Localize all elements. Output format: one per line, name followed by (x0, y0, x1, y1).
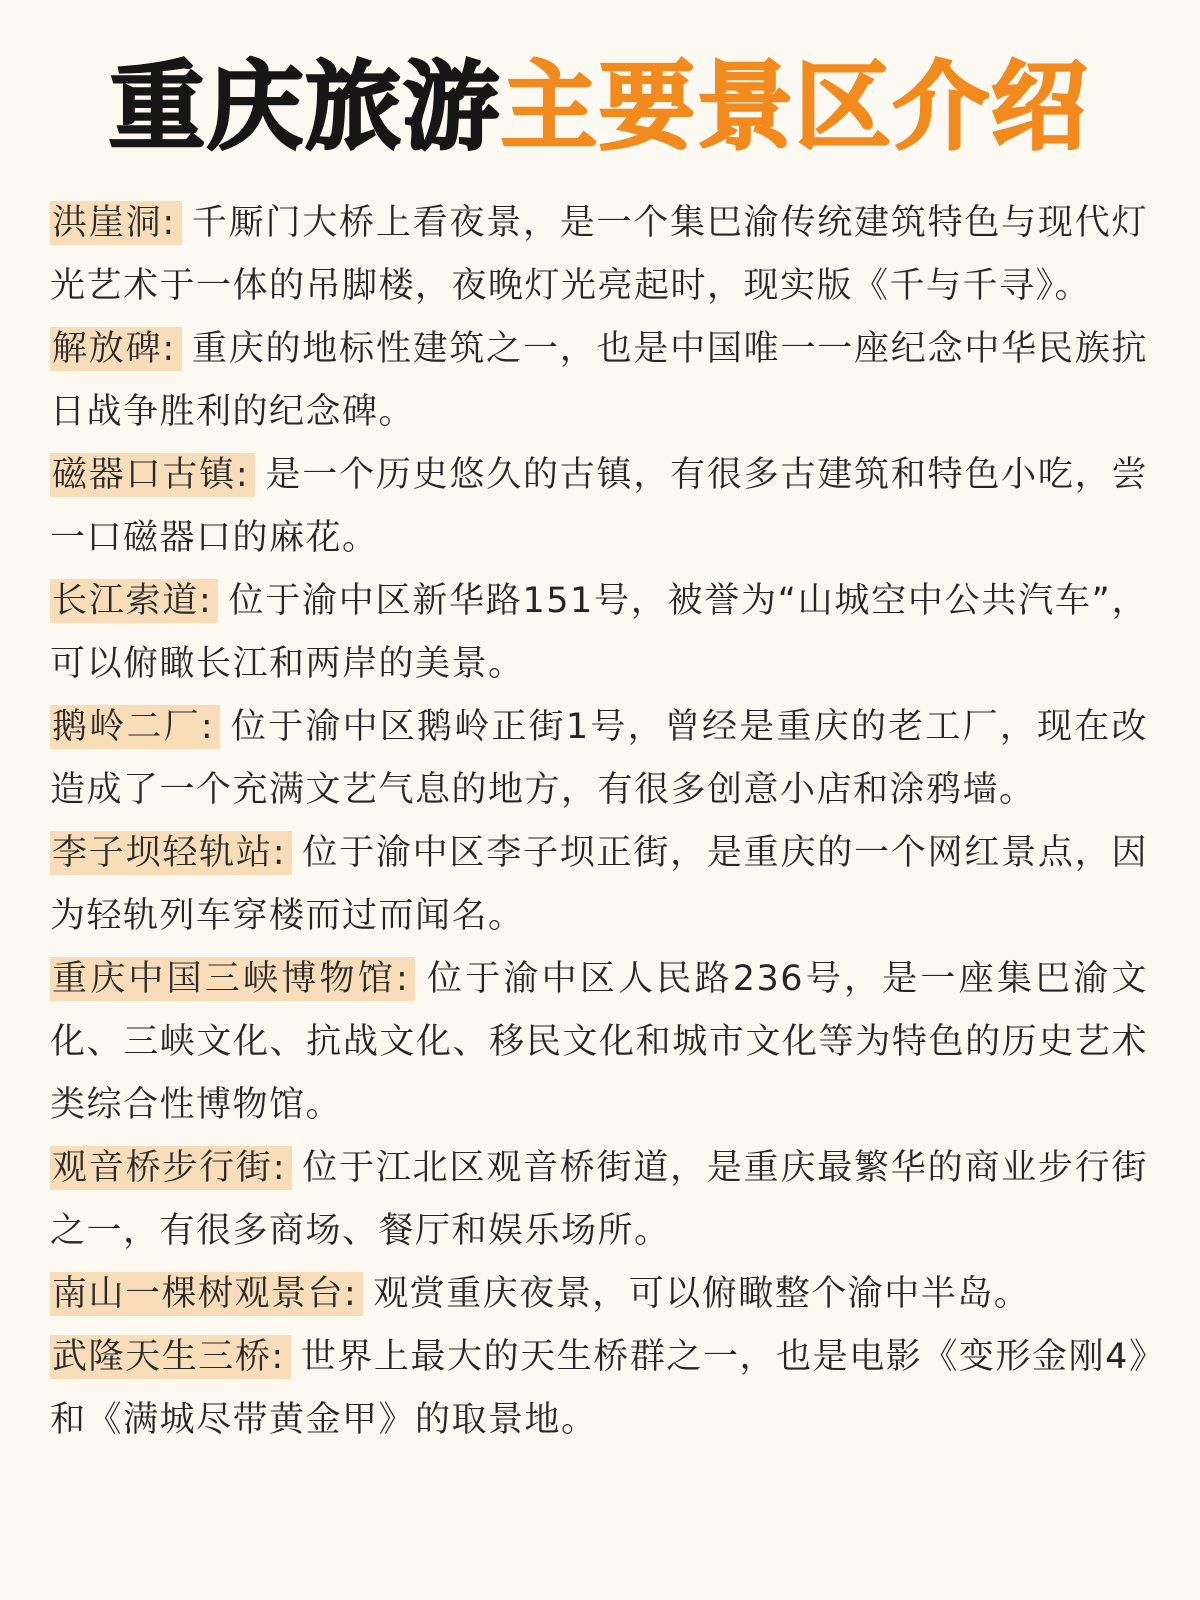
page-title (50, 0, 1148, 162)
attraction-description: 位于渝中区鹅岭正街1号，曾经是重庆的老工厂，现在改造成了一个充满文艺气息的地方，有很多创意小店和涂鸦墙。 (50, 707, 1148, 810)
attraction-name: 观音桥步行街: (50, 1146, 292, 1190)
attraction-description: 位于渝中区新华路151号，被誉为“山城空中公共汽车”，可以俯瞰长江和两岸的美景。 (50, 581, 1148, 684)
attraction-name: 洪崖洞: (50, 201, 182, 245)
attraction-entry (50, 318, 1148, 444)
attraction-entry (50, 822, 1148, 948)
attraction-name: 鹅岭二厂: (50, 705, 220, 749)
attraction-name: 南山一棵树观景台: (50, 1272, 363, 1316)
attraction-description: 位于渝中区人民路236号，是一座集巴渝文化、三峡文化、抗战文化、移民文化和城市文化等为特色的历史艺术类综合性博物馆。 (50, 959, 1148, 1125)
attraction-name: 李子坝轻轨站: (50, 831, 292, 875)
attraction-list (50, 192, 1148, 1452)
attraction-description: 观赏重庆夜景，可以俯瞰整个渝中半岛。 (373, 1274, 1031, 1314)
attraction-entry (50, 444, 1148, 570)
attraction-name: 武隆天生三桥: (50, 1335, 291, 1379)
attraction-description: 千厮门大桥上看夜景，是一个集巴渝传统建筑特色与现代灯光艺术于一体的吊脚楼，夜晚灯光亮起时，现实版《千与千寻》。 (50, 203, 1148, 306)
attraction-description: 是一个历史悠久的古镇，有很多古建筑和特色小吃，尝一口磁器口的麻花。 (50, 455, 1148, 558)
attraction-entry (50, 696, 1148, 822)
attraction-description: 世界上最大的天生桥群之一，也是电影《变形金刚4》和《满城尽带黄金甲》的取景地。 (50, 1337, 1148, 1440)
attraction-description: 重庆的地标性建筑之一，也是中国唯一一座纪念中华民族抗日战争胜利的纪念碑。 (50, 329, 1148, 432)
attraction-entry (50, 570, 1148, 696)
attraction-entry (50, 1137, 1148, 1263)
attraction-name: 重庆中国三峡博物馆: (50, 957, 415, 1001)
attraction-entry (50, 1263, 1148, 1326)
attraction-entry (50, 1326, 1148, 1452)
attraction-name: 解放碑: (50, 327, 182, 371)
attraction-entry (50, 948, 1148, 1137)
attraction-name: 长江索道: (50, 579, 218, 623)
attraction-description: 位于渝中区李子坝正街，是重庆的一个网红景点，因为轻轨列车穿楼而过而闻名。 (50, 833, 1148, 936)
title-highlight: 主要景区介绍 (501, 51, 1089, 163)
attraction-name: 磁器口古镇: (50, 453, 255, 497)
title-main: 重庆旅游 (109, 51, 501, 163)
attraction-description: 位于江北区观音桥街道，是重庆最繁华的商业步行街之一，有很多商场、餐厅和娱乐场所。 (50, 1148, 1148, 1251)
attraction-entry (50, 192, 1148, 318)
